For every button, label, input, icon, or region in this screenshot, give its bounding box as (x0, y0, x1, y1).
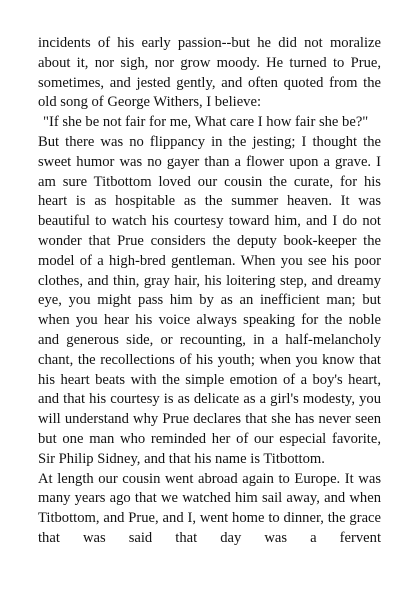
document-page (38, 34, 381, 549)
paragraph-titbottom: But there was no flippancy in the jesting; I thought the sweet humor was no gayer than a flower upon a grave. I am sure Titbottom loved our cousin the curate, for his heart is as hospitable as the summer heaven. It was beautiful to watch his courtesy toward him, and I do not wonder that Prue considers the deputy book-keeper the model of a high-bred gentleman. When you see his poor clothes, and thin, gray hair, his loitering step, and dreamy eye, you might pass him by as an inefficient man; but when you hear his voice always speaking for the noble and generous side, or recounting, in a half-melancholy chant, the recollections of his youth; when you know that his heart beats with the simple emotion of a boy's heart, and that his courtesy is as delicate as a girl's modesty, you will understand why Prue declares that she has never seen but one man who reminded her of our especial favorite, Sir Philip Sidney, and that his name is Titbottom. (38, 133, 381, 467)
paragraph-opening: incidents of his early passion--but he did not moralize about it, nor sigh, nor grow moody. He turned to Prue, sometimes, and jested gently, and often quoted from the old song of George Withers, I believe: (38, 35, 381, 111)
paragraph-cousin-abroad: At length our cousin went abroad again to Europe. It was many years ago that we watched him sail away, and when Titbottom, and Prue, and I, went home to dinner, the grace that was said that day was a fervent (38, 470, 381, 546)
song-quotation: "If she be not fair for me, What care I how fair she be?" (43, 114, 369, 131)
